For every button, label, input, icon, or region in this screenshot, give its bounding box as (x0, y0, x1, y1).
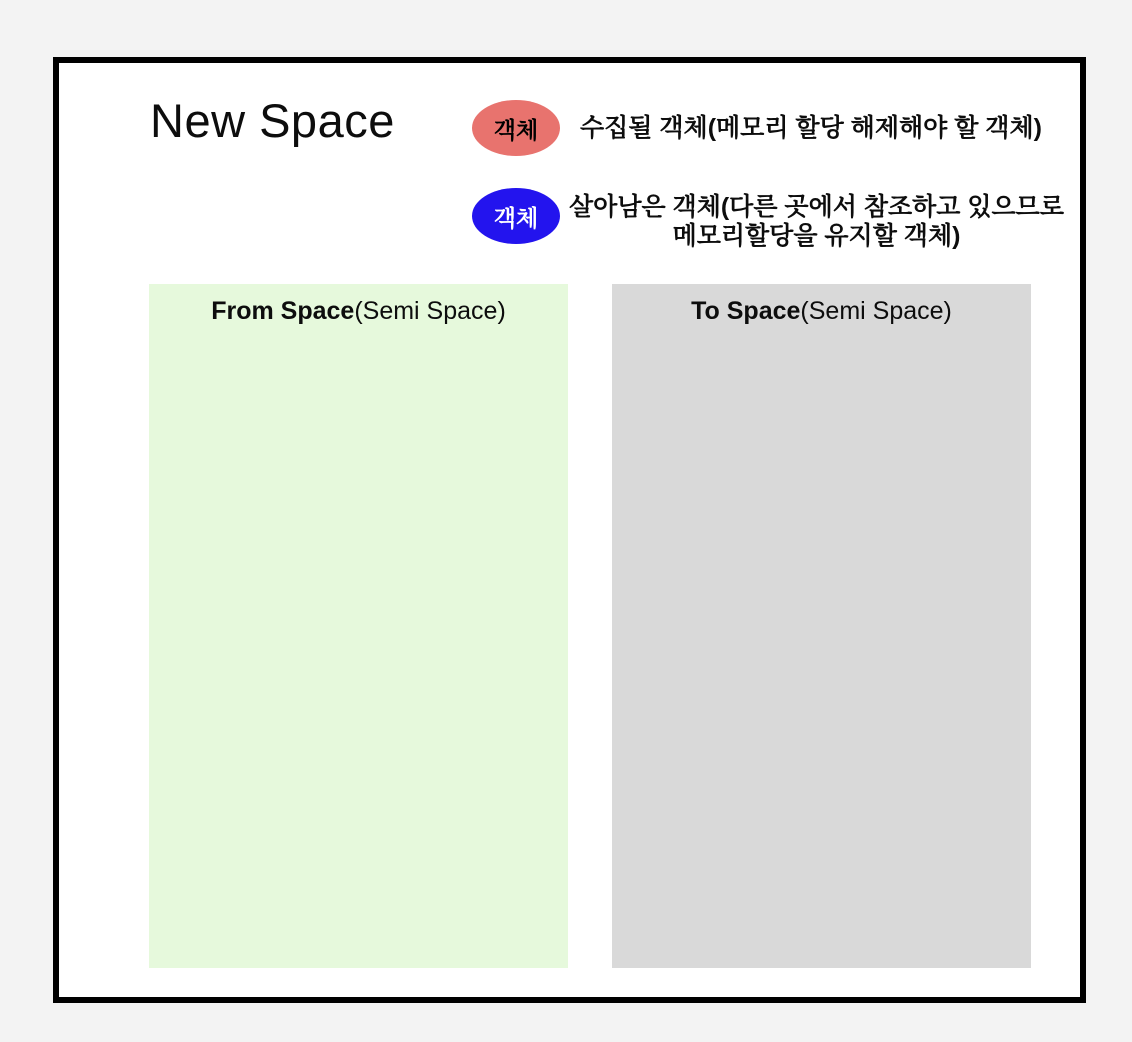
page-title: New Space (150, 94, 395, 147)
from-space-area (149, 284, 568, 968)
survived-object-label-line1: 살아남은 객체(다른 곳에서 참조하고 있으므로 (569, 193, 1064, 221)
collected-object-label: 수집될 객체(메모리 할당 해제해야 할 객체) (580, 113, 1042, 142)
to-space-name: To Space (691, 297, 801, 325)
survived-object-badge: 객체 (472, 188, 560, 244)
to-space-area (612, 284, 1031, 968)
survived-object-label-line2: 메모리할당을 유지할 객체) (672, 222, 961, 250)
to-space-label (612, 297, 1031, 326)
to-space-suffix: (Semi Space) (800, 297, 952, 325)
new-space-frame (53, 57, 1086, 1003)
collected-object-badge: 객체 (472, 100, 560, 156)
from-space-suffix: (Semi Space) (354, 297, 506, 325)
survived-object-label (564, 193, 1069, 251)
from-space-label (149, 297, 568, 326)
from-space-name: From Space (211, 297, 355, 325)
